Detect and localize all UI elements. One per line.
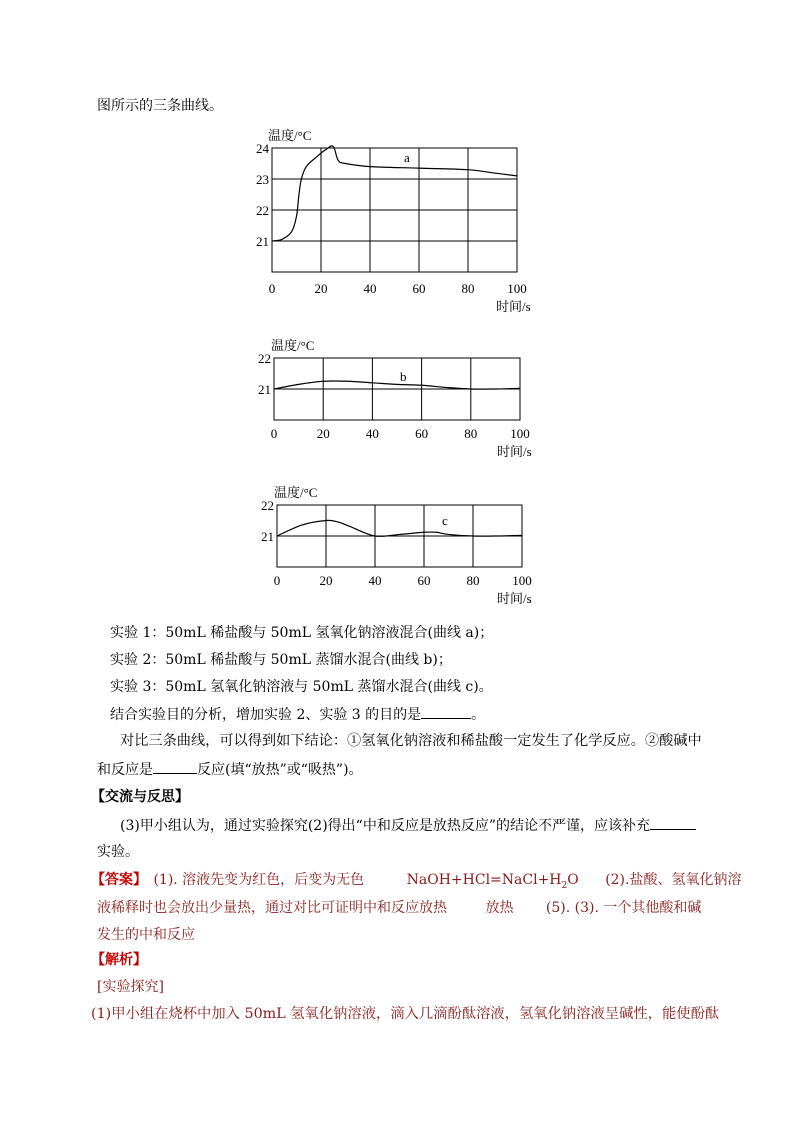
chart-a-ytick: 24 — [256, 141, 269, 156]
answer-line-1 — [91, 870, 741, 896]
chart-c-xtick: 40 — [368, 573, 382, 588]
chart-c-xlabel: 时间/s — [497, 591, 532, 606]
chart-c-ylabel: 温度/°C — [274, 485, 318, 500]
intro-line: 图所示的三条曲线。 — [97, 98, 223, 114]
purpose-prefix: 结合实验目的分析，增加实验 2、实验 3 的目的是 — [110, 707, 422, 723]
chart-c-xtick: 100 — [512, 573, 532, 588]
chart-b-xlabel: 时间/s — [497, 444, 532, 459]
section-exchange-heading: 【交流与反思】 — [91, 789, 189, 805]
purpose-question — [110, 704, 485, 725]
chart-a-xtick: 60 — [412, 281, 426, 296]
answer-line-2a: 液稀释时也会放出少量热，通过对比可证明中和反应放热 — [97, 900, 447, 916]
chart-b-ytick: 22 — [258, 351, 271, 366]
experiment-2: 实验 2：50mL 稀盐酸与 50mL 蒸馏水混合(曲线 b)； — [110, 652, 452, 668]
reflection-prefix: (3)甲小组认为，通过实验探究(2)得出“中和反应是放热反应”的结论不严谨，应该补充 — [120, 818, 650, 834]
chart-c-xtick: 20 — [319, 573, 333, 588]
conclusion-blank[interactable] — [153, 759, 197, 774]
chart-a-xtick: 80 — [461, 281, 475, 296]
chart-c-curve-label: c — [442, 513, 448, 528]
chart-a-xtick: 100 — [507, 281, 527, 296]
purpose-blank[interactable] — [421, 704, 471, 719]
analysis-tag: 【解析】 — [91, 952, 147, 968]
chart-a-ytick: 21 — [256, 234, 269, 249]
chart-b-xtick: 20 — [316, 426, 330, 441]
experiment-1: 实验 1：50mL 稀盐酸与 50mL 氢氧化钠溶液混合(曲线 a)； — [110, 625, 494, 641]
chart-b-frame — [274, 358, 520, 420]
conclusion-line-2 — [97, 759, 363, 780]
chart-c-series-line — [277, 520, 522, 536]
chart-a-frame — [272, 148, 517, 272]
conclusion-suffix: 反应(填“放热”或“吸热”)。 — [197, 762, 363, 778]
chart-c-xtick: 0 — [273, 573, 281, 588]
chart-b-xtick: 100 — [510, 426, 530, 441]
chart-c-ytick: 22 — [261, 498, 274, 513]
chart-a-ylabel: 温度/°C — [268, 128, 312, 143]
answer-line-3: 发生的中和反应 — [97, 927, 195, 943]
chart-c-xtick: 80 — [466, 573, 480, 588]
chart-a-xtick: 0 — [268, 281, 276, 296]
conclusion-line-1: 对比三条曲线，可以得到如下结论：①氢氧化钠溶液和稀盐酸一定发生了化学反应。②酸碱中 — [120, 733, 702, 749]
analysis-subheading: [实验探究] — [97, 979, 164, 995]
chart-a-xtick: 20 — [314, 281, 328, 296]
chart-b-ylabel: 温度/°C — [271, 338, 315, 353]
chart-b-series-line — [274, 381, 520, 389]
chart-b-xtick: 80 — [464, 426, 478, 441]
chart-c-frame — [277, 505, 522, 567]
chart-b-xtick: 40 — [365, 426, 379, 441]
chart-a-curve-label: a — [404, 150, 410, 165]
chart-b-curve-label: b — [400, 369, 407, 384]
chart-b-xtick: 60 — [415, 426, 429, 441]
conclusion-prefix: 和反应是 — [97, 762, 153, 778]
chart-a-ytick: 23 — [256, 172, 269, 187]
answer-tag: 【答案】 — [91, 872, 147, 888]
chart-c-xtick: 60 — [417, 573, 431, 588]
analysis-line-1: (1)甲小组在烧杯中加入 50mL 氢氧化钠溶液，滴入几滴酚酞溶液，氢氧化钠溶液呈碱性，能使酚酞 — [91, 1006, 720, 1022]
chart-b-xtick: 0 — [270, 426, 278, 441]
reflection-blank[interactable] — [650, 815, 696, 830]
answer-part-3: (2).盐酸、氢氧化钠溶 — [605, 872, 742, 888]
answer-part-1: (1). 溶液先变为红色，后变为无色 — [153, 872, 365, 888]
answer-line-2c: (5). (3). 一个其他酸和碱 — [545, 900, 702, 916]
chart-a-xtick: 40 — [363, 281, 377, 296]
chart-a-ytick: 22 — [256, 203, 269, 218]
reflection-line-1 — [120, 815, 696, 836]
answer-line-2 — [97, 898, 701, 918]
answer-line-2b: 放热 — [485, 900, 514, 916]
chart-b-ytick: 21 — [258, 382, 271, 397]
answer-part-2: $NaOH+HCl=NaCl+H_2O$ — [406, 872, 579, 891]
purpose-suffix: 。 — [471, 707, 486, 723]
reflection-line-2: 实验。 — [97, 844, 139, 860]
chart-c-ytick: 21 — [261, 529, 274, 544]
chart-a-xlabel: 时间/s — [496, 299, 531, 314]
chart-a-series-line — [272, 146, 517, 241]
experiment-3: 实验 3：50mL 氢氧化钠溶液与 50mL 蒸馏水混合(曲线 c)。 — [110, 679, 493, 695]
